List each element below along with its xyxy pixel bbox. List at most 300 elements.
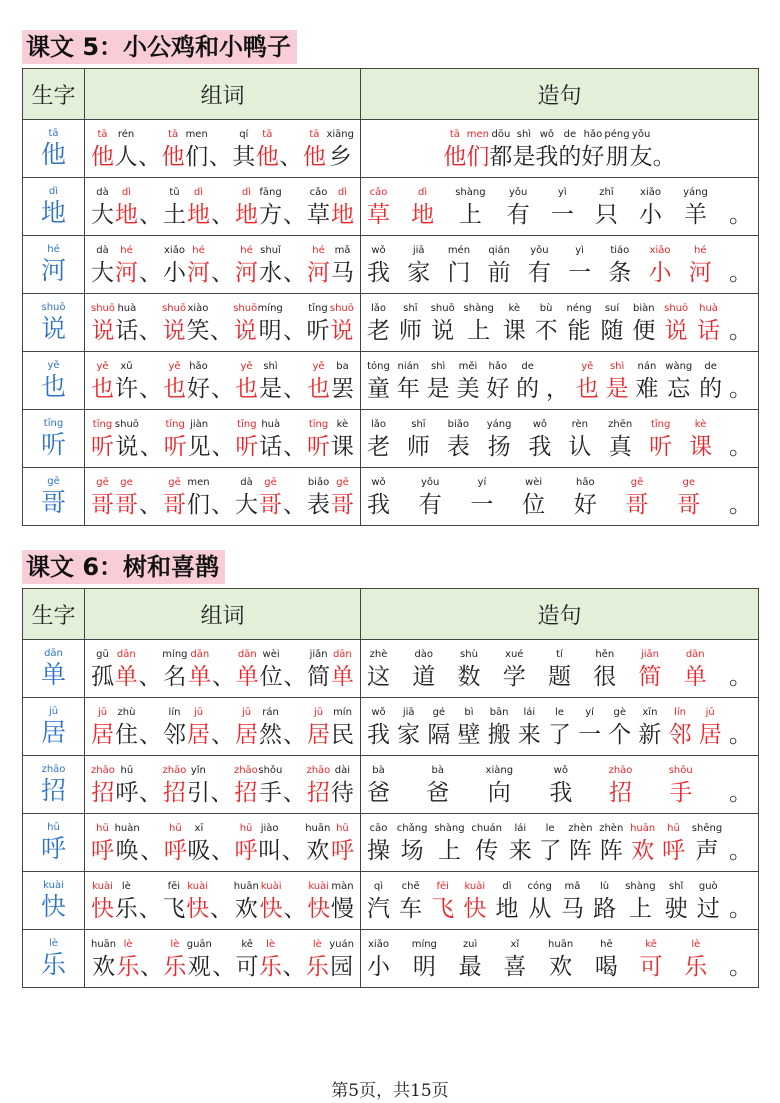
hanzi: 学 xyxy=(502,663,526,690)
pinyin: gē xyxy=(630,476,644,488)
hanzi: 、 xyxy=(283,895,307,922)
pinyin-char-pair xyxy=(188,649,211,693)
hanzi: 河 xyxy=(688,259,712,286)
pinyin: shuō xyxy=(430,302,455,314)
pinyin-char-pair xyxy=(459,939,482,983)
hanzi: 。 xyxy=(728,317,752,344)
pinyin: lè xyxy=(170,938,180,950)
pinyin: tīng xyxy=(92,418,113,430)
pinyin-char-pair xyxy=(115,245,138,289)
pinyin: shǒu xyxy=(258,764,283,776)
table-row xyxy=(23,640,759,698)
hanzi: 、 xyxy=(211,721,234,748)
hanzi: 观 xyxy=(187,953,211,980)
table-row xyxy=(23,930,759,988)
hanzi: 。 xyxy=(728,779,752,806)
new-char-cell xyxy=(23,120,85,178)
pinyin-char-pair xyxy=(331,881,354,925)
new-char-cell xyxy=(23,930,85,988)
pinyin: wǒ xyxy=(553,764,568,776)
pinyin-char-pair xyxy=(187,939,212,983)
hanzi: 哥 xyxy=(259,491,282,518)
pinyin-char-pair xyxy=(331,245,354,289)
pinyin-char-pair xyxy=(427,707,450,751)
pinyin-char-pair xyxy=(260,881,283,925)
pinyin: huà xyxy=(699,302,718,314)
sentence-cell xyxy=(361,120,759,178)
punctuation xyxy=(283,419,306,463)
hanzi: 喜 xyxy=(503,953,527,980)
sentence-cell xyxy=(361,178,759,236)
punctuation xyxy=(729,419,752,463)
pinyin: wǒ xyxy=(371,706,386,718)
pinyin-char-pair xyxy=(638,707,661,751)
pinyin-char-pair xyxy=(331,649,354,693)
pinyin-char-pair xyxy=(259,187,282,231)
pinyin: tā xyxy=(309,128,320,140)
pinyin: míng xyxy=(411,938,437,950)
hanzi: 哥 xyxy=(163,491,186,518)
new-char: 也 xyxy=(40,371,66,401)
pinyin: hū xyxy=(120,764,134,776)
pinyin: cóng xyxy=(527,880,552,892)
pinyin: le xyxy=(554,706,564,718)
char-pinyin: tīng xyxy=(43,417,64,429)
hanzi: 待 xyxy=(330,779,354,806)
hanzi: 他 xyxy=(302,143,326,170)
punctuation xyxy=(283,881,306,925)
hanzi: 家 xyxy=(407,259,431,286)
pinyin-char-pair xyxy=(256,129,279,173)
pinyin-char-pair xyxy=(235,419,258,463)
hanzi: 阵 xyxy=(599,837,623,864)
sentence-cell xyxy=(361,756,759,814)
pinyin: tīng xyxy=(237,418,257,430)
punctuation xyxy=(283,361,306,405)
hanzi: 单 xyxy=(235,663,259,690)
pinyin-char-pair xyxy=(115,419,139,463)
pinyin: bì xyxy=(464,706,474,718)
hanzi: 。 xyxy=(729,663,752,690)
pinyin-char-pair xyxy=(447,245,470,289)
pinyin-char-pair xyxy=(91,129,114,173)
hanzi: 、 xyxy=(210,837,234,864)
pinyin: guò xyxy=(698,880,718,892)
words-cell xyxy=(85,756,361,814)
pinyin-char-pair xyxy=(331,823,354,867)
pinyin-char-pair xyxy=(456,361,479,405)
sentence-cell xyxy=(361,236,759,294)
hanzi: 河 xyxy=(187,259,210,286)
hanzi: 招 xyxy=(91,779,115,806)
pinyin: kuài xyxy=(260,880,282,892)
hanzi: 声 xyxy=(695,837,719,864)
pinyin-char-pair xyxy=(549,765,572,809)
hanzi: 我 xyxy=(528,433,552,460)
hanzi: 水 xyxy=(259,259,282,286)
hanzi: ， xyxy=(545,375,569,402)
pinyin: xǔ xyxy=(120,360,133,372)
hanzi: 地 xyxy=(495,895,519,922)
hanzi: 住 xyxy=(115,721,138,748)
lesson-table xyxy=(22,68,759,526)
pinyin-char-pair xyxy=(635,361,658,405)
pinyin: yě xyxy=(96,360,109,372)
pinyin: hé xyxy=(694,244,707,256)
hanzi: 、 xyxy=(138,143,162,170)
hanzi: 们 xyxy=(187,491,210,518)
punctuation xyxy=(283,707,306,751)
pinyin-char-pair xyxy=(684,939,707,983)
hanzi: 、 xyxy=(210,779,234,806)
hanzi: 一 xyxy=(578,721,602,748)
pinyin: shàng xyxy=(463,302,494,314)
hanzi: 来 xyxy=(517,721,541,748)
sentence-cell xyxy=(361,814,759,872)
hanzi: 、 xyxy=(209,317,233,344)
hanzi: 这 xyxy=(367,663,390,690)
hanzi: 上 xyxy=(458,201,482,228)
hanzi: 地 xyxy=(235,201,258,228)
hanzi: 话 xyxy=(259,433,283,460)
pinyin-char-pair xyxy=(699,361,722,405)
hanzi: 听 xyxy=(163,433,187,460)
hanzi: 友 xyxy=(629,143,653,170)
hanzi: 爸 xyxy=(426,779,450,806)
pinyin: bù xyxy=(539,302,553,314)
pinyin: jiǎn xyxy=(309,648,328,660)
hanzi: 他 xyxy=(91,143,114,170)
punctuation xyxy=(210,765,233,809)
hanzi: 笑 xyxy=(186,317,210,344)
hanzi: 说 xyxy=(233,317,257,344)
hanzi: 河 xyxy=(307,259,330,286)
pinyin-char-pair xyxy=(91,361,114,405)
pinyin-char-pair xyxy=(115,129,138,173)
new-char: 单 xyxy=(40,659,66,689)
hanzi: 话 xyxy=(115,317,139,344)
punctuation xyxy=(283,303,306,347)
hanzi: 也 xyxy=(307,375,330,402)
pinyin: zhāo xyxy=(233,764,258,776)
hanzi: 手 xyxy=(258,779,282,806)
pinyin: xiǎo xyxy=(649,244,671,256)
hanzi: 说 xyxy=(115,433,139,460)
hanzi: 河 xyxy=(235,259,258,286)
hanzi: 单 xyxy=(188,663,212,690)
hanzi: 有 xyxy=(418,491,442,518)
pinyin: tā xyxy=(97,128,108,140)
header-char: 生字 xyxy=(23,589,85,640)
pinyin-char-pair xyxy=(307,881,330,925)
pinyin-char-pair xyxy=(367,881,390,925)
pinyin: xīn xyxy=(642,706,658,718)
hanzi: 都 xyxy=(489,143,513,170)
pinyin-char-pair xyxy=(595,939,618,983)
punctuation xyxy=(729,881,752,925)
pinyin: qì xyxy=(373,880,384,892)
pinyin: tīng xyxy=(650,418,671,430)
hanzi: 呼 xyxy=(330,837,354,864)
punctuation xyxy=(729,823,752,867)
pinyin: xiāng xyxy=(326,128,354,140)
hanzi: 、 xyxy=(281,837,305,864)
hanzi: 。 xyxy=(728,259,752,286)
hanzi: 邻 xyxy=(668,721,692,748)
pinyin: shī xyxy=(411,418,426,430)
char-pinyin: lè xyxy=(49,937,58,949)
hanzi: 羊 xyxy=(684,201,707,228)
punctuation xyxy=(140,823,163,867)
pinyin-char-pair xyxy=(407,245,430,289)
hanzi: 上 xyxy=(467,317,491,344)
pinyin: shuō xyxy=(233,302,258,314)
hanzi: 哥 xyxy=(115,491,138,518)
hanzi: 居 xyxy=(698,721,722,748)
pinyin: hū xyxy=(96,822,109,834)
pinyin-char-pair xyxy=(689,419,712,463)
pinyin: rán xyxy=(262,706,279,718)
hanzi: 听 xyxy=(307,433,331,460)
pinyin: yí xyxy=(477,476,487,488)
pinyin: kè xyxy=(694,418,707,430)
pinyin-char-pair xyxy=(163,939,186,983)
hanzi: 课 xyxy=(502,317,526,344)
punctuation xyxy=(138,129,161,173)
new-char-cell xyxy=(23,410,85,468)
pinyin-char-pair xyxy=(91,649,114,693)
pinyin: nián xyxy=(397,360,420,372)
hanzi: 、 xyxy=(283,433,307,460)
pinyin: suí xyxy=(604,302,620,314)
new-char-cell xyxy=(23,814,85,872)
table-row xyxy=(23,120,759,178)
pinyin: jū xyxy=(705,706,715,718)
hanzi: 话 xyxy=(697,317,721,344)
hanzi: 地 xyxy=(411,201,435,228)
hanzi: 飞 xyxy=(162,895,186,922)
pinyin-char-pair xyxy=(683,187,708,231)
hanzi: 、 xyxy=(211,375,234,402)
pinyin: gē xyxy=(336,476,349,488)
sentence-cell xyxy=(361,640,759,698)
new-char: 听 xyxy=(40,429,66,459)
table-row xyxy=(23,410,759,468)
pinyin: zhù xyxy=(117,706,136,718)
hanzi: 说 xyxy=(664,317,688,344)
pinyin: fēi xyxy=(167,880,181,892)
pinyin-char-pair xyxy=(431,303,455,347)
hanzi: 、 xyxy=(138,317,162,344)
new-char: 他 xyxy=(40,139,66,169)
hanzi: 哥 xyxy=(91,491,114,518)
punctuation xyxy=(140,939,163,983)
pinyin-char-pair xyxy=(307,361,330,405)
pinyin: lè xyxy=(266,938,276,950)
header-words: 组词 xyxy=(85,69,361,120)
punctuation xyxy=(139,187,162,231)
pinyin: shì xyxy=(609,360,625,372)
pinyin-char-pair xyxy=(665,881,688,925)
hanzi: 邻 xyxy=(163,721,186,748)
pinyin: wèi xyxy=(262,648,280,660)
punctuation xyxy=(729,939,752,983)
new-char: 说 xyxy=(40,313,66,343)
pinyin-char-pair xyxy=(162,129,185,173)
pinyin: tā xyxy=(262,128,273,140)
pinyin-char-pair xyxy=(466,129,489,173)
pinyin: hū xyxy=(169,822,182,834)
hanzi: 小 xyxy=(163,259,186,286)
hanzi: 欢 xyxy=(92,953,116,980)
pinyin: shàng xyxy=(625,880,656,892)
pinyin: mǎ xyxy=(564,880,581,892)
pinyin-char-pair xyxy=(551,187,574,231)
pinyin-char-pair xyxy=(470,477,493,521)
new-char: 呼 xyxy=(40,833,66,863)
hanzi: 哥 xyxy=(625,491,649,518)
pinyin: tí xyxy=(556,648,563,660)
hanzi: 、 xyxy=(139,491,162,518)
hanzi: 飞 xyxy=(431,895,455,922)
hanzi: 搬 xyxy=(487,721,511,748)
hanzi: 朋 xyxy=(605,143,629,170)
words-cell xyxy=(85,352,361,410)
hanzi: 阵 xyxy=(568,837,592,864)
pinyin-char-pair xyxy=(260,649,283,693)
pinyin-char-pair xyxy=(307,707,330,751)
hanzi: 前 xyxy=(487,259,511,286)
hanzi: 小 xyxy=(648,259,672,286)
lesson-6-section xyxy=(22,550,759,988)
pinyin-char-pair xyxy=(640,939,663,983)
pinyin-char-pair xyxy=(115,881,138,925)
pinyin-char-pair xyxy=(235,245,258,289)
punctuation xyxy=(211,823,234,867)
pinyin: jiàn xyxy=(190,418,209,430)
table-row xyxy=(23,814,759,872)
hanzi: 招 xyxy=(609,779,632,806)
pinyin: fēi xyxy=(436,880,449,892)
pinyin-char-pair xyxy=(535,129,558,173)
hanzi: 家 xyxy=(397,721,421,748)
words-cell xyxy=(85,294,361,352)
hanzi: 乐 xyxy=(684,953,708,980)
sentence-cell xyxy=(361,468,759,526)
hanzi: 招 xyxy=(234,779,258,806)
pinyin: yáng xyxy=(486,418,512,430)
new-char: 河 xyxy=(40,255,66,285)
pinyin-char-pair xyxy=(162,649,187,693)
hanzi: 数 xyxy=(457,663,481,690)
pinyin-char-pair xyxy=(427,361,450,405)
pinyin-char-pair xyxy=(259,939,282,983)
pinyin: ge xyxy=(120,476,133,488)
pinyin-char-pair xyxy=(163,477,186,521)
hanzi: 也 xyxy=(163,375,186,402)
pinyin: shuō xyxy=(329,302,354,314)
pinyin: dì xyxy=(337,186,348,198)
pinyin: shēng xyxy=(691,822,723,834)
pinyin: dān xyxy=(116,648,136,660)
pinyin-char-pair xyxy=(259,361,282,405)
hanzi: 河 xyxy=(115,259,138,286)
pinyin-char-pair xyxy=(259,245,282,289)
pinyin: jiǎn xyxy=(640,648,660,660)
pinyin: kě xyxy=(241,938,253,950)
pinyin-char-pair xyxy=(164,419,187,463)
hanzi: 地 xyxy=(115,201,138,228)
hanzi: 单 xyxy=(330,663,354,690)
pinyin: xué xyxy=(505,648,524,660)
pinyin: zhēn xyxy=(608,418,633,430)
pinyin-char-pair xyxy=(115,187,138,231)
pinyin: dà xyxy=(96,186,109,198)
pinyin-char-pair xyxy=(187,823,210,867)
hanzi: 。 xyxy=(728,721,752,748)
hanzi: 、 xyxy=(138,779,162,806)
new-char: 居 xyxy=(40,717,66,747)
pinyin: xiǎo xyxy=(640,186,661,198)
hanzi: 美 xyxy=(456,375,480,402)
pinyin-char-pair xyxy=(411,187,434,231)
hanzi: 课 xyxy=(689,433,713,460)
pinyin: yě xyxy=(240,360,253,372)
pinyin-char-pair xyxy=(307,303,330,347)
pinyin: huà xyxy=(117,302,137,314)
hanzi: 传 xyxy=(475,837,499,864)
hanzi: 。 xyxy=(652,143,676,170)
hanzi: 说 xyxy=(91,317,115,344)
pinyin: dān xyxy=(332,648,352,660)
pinyin: yì xyxy=(557,186,567,198)
pinyin-char-pair xyxy=(307,245,330,289)
pinyin: shuō xyxy=(91,302,116,314)
hanzi: 快 xyxy=(259,895,283,922)
hanzi: 、 xyxy=(139,375,162,402)
pinyin: shuō xyxy=(664,302,689,314)
pinyin-char-pair xyxy=(471,823,502,867)
pinyin: lù xyxy=(600,880,610,892)
char-pinyin: gē xyxy=(47,475,60,487)
pinyin-char-pair xyxy=(522,477,545,521)
pinyin: tǔ xyxy=(169,186,180,198)
pinyin-char-pair xyxy=(331,361,354,405)
pinyin: shuō xyxy=(162,302,187,314)
punctuation xyxy=(283,187,306,231)
hanzi: 园 xyxy=(330,953,354,980)
hanzi: 、 xyxy=(283,201,306,228)
new-char-cell xyxy=(23,756,85,814)
hanzi: 上 xyxy=(437,837,461,864)
pinyin-char-pair xyxy=(626,477,649,521)
pinyin-char-pair xyxy=(259,707,282,751)
pinyin: tā xyxy=(449,128,460,140)
pinyin: yí xyxy=(585,706,594,718)
hanzi: 叫 xyxy=(258,837,282,864)
pinyin-char-pair xyxy=(115,823,140,867)
hanzi: 居 xyxy=(307,721,330,748)
hanzi: 、 xyxy=(279,143,303,170)
hanzi: 罢 xyxy=(331,375,354,402)
hanzi: 很 xyxy=(593,663,617,690)
hanzi: 路 xyxy=(593,895,617,922)
hanzi: 小 xyxy=(367,953,390,980)
pinyin: qí xyxy=(239,128,249,140)
hanzi: 来 xyxy=(508,837,532,864)
pinyin: jiào xyxy=(260,822,279,834)
pinyin: huān xyxy=(548,938,574,950)
